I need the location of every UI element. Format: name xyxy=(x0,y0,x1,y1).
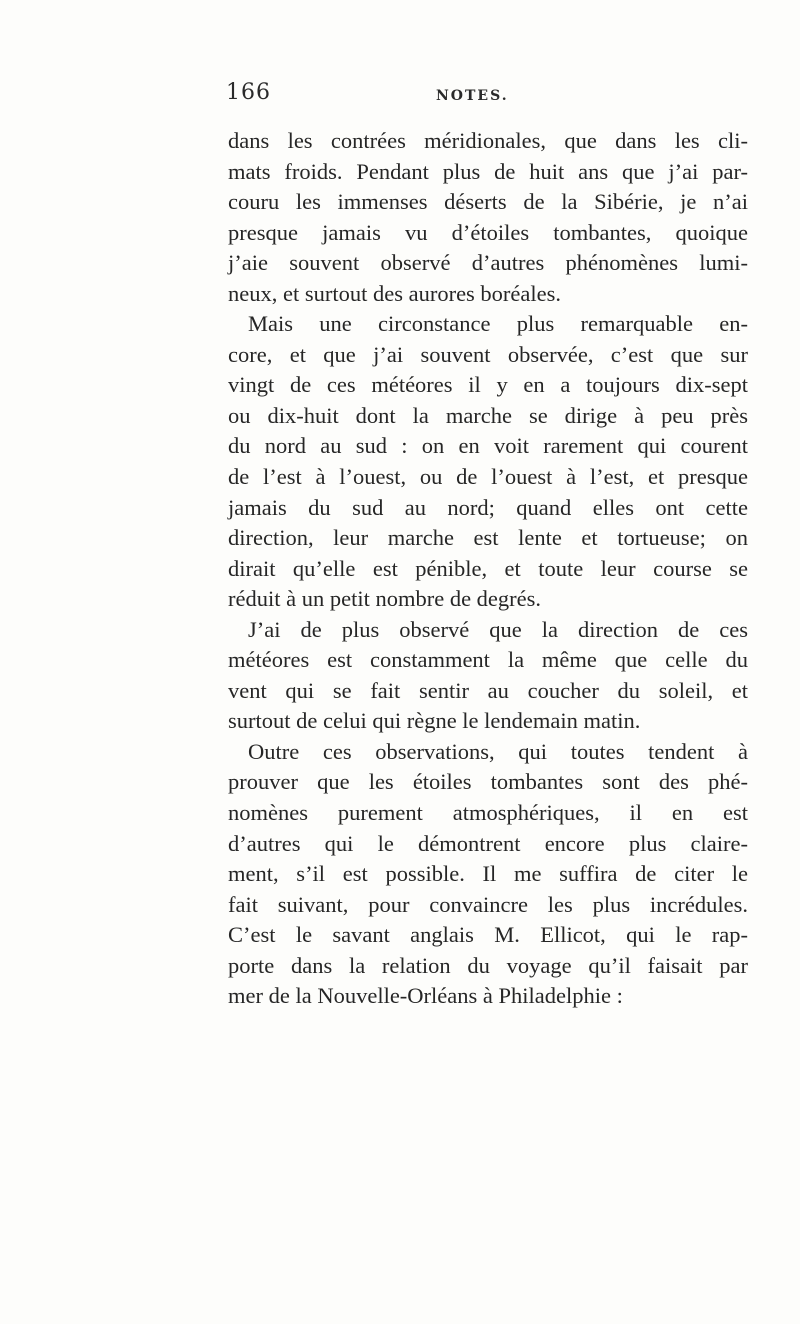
text-line: du nord au sud : on en voit rarement qui courent xyxy=(228,433,748,459)
text-line: ment, s’il est possible. Il me suffira de citer le xyxy=(228,861,748,887)
text-line: vent qui se fait sentir au coucher du soleil, et xyxy=(228,677,748,703)
text-line: dans les contrées méridionales, que dans les cli- xyxy=(228,128,748,153)
text-line: core, et que j’ai souvent observée, c’est que sur xyxy=(228,341,748,367)
text-line: ou dix-huit dont la marche se dirige à peu près xyxy=(228,402,748,428)
text-line: vingt de ces météores il y en a toujours dix-sept xyxy=(228,372,748,398)
text-line: Mais une circonstance plus remarquable en- xyxy=(248,311,748,337)
text-line: C’est le savant anglais M. Ellicot, qui le rap- xyxy=(228,922,748,948)
text-line: dirait qu’elle est pénible, et toute leur course se xyxy=(228,555,748,581)
text-line: Outre ces observations, qui toutes tendent à xyxy=(248,738,748,764)
text-line: presque jamais vu d’étoiles tombantes, quoique xyxy=(228,219,748,245)
text-line: neux, et surtout des aurores boréales. xyxy=(228,280,562,306)
text-line: nomènes purement atmosphériques, il en est xyxy=(228,800,748,826)
text-line: mats froids. Pendant plus de huit ans que j’ai par- xyxy=(228,158,748,184)
text-line: réduit à un petit nombre de degrés. xyxy=(228,586,542,612)
text-line: j’aie souvent observé d’autres phénomènes lumi- xyxy=(228,250,748,276)
text-line: prouver que les étoiles tombantes sont des phé- xyxy=(228,769,748,795)
text-line: de l’est à l’ouest, ou de l’ouest à l’est, et presque xyxy=(228,464,748,490)
running-head xyxy=(226,80,746,110)
body-text xyxy=(228,126,748,1012)
text-line: d’autres qui le démontrent encore plus claire- xyxy=(228,830,748,856)
page-number: 166 xyxy=(226,80,271,105)
text-line: mer de la Nouvelle-Orléans à Philadelphie : xyxy=(228,983,623,1009)
text-line: météores est constamment la même que celle du xyxy=(228,647,748,673)
text-line: porte dans la relation du voyage qu’il faisait par xyxy=(228,952,748,978)
text-line: jamais du sud au nord; quand elles ont cette xyxy=(228,494,748,520)
header-title: NOTES. xyxy=(436,88,509,104)
text-line: couru les immenses déserts de la Sibérie, je n’ai xyxy=(228,189,748,215)
text-line: J’ai de plus observé que la direction de ces xyxy=(248,616,748,642)
text-line: surtout de celui qui règne le lendemain matin. xyxy=(228,708,641,734)
text-line: direction, leur marche est lente et tortueuse; on xyxy=(228,525,748,551)
text-line: fait suivant, pour convaincre les plus incrédules. xyxy=(228,891,748,917)
